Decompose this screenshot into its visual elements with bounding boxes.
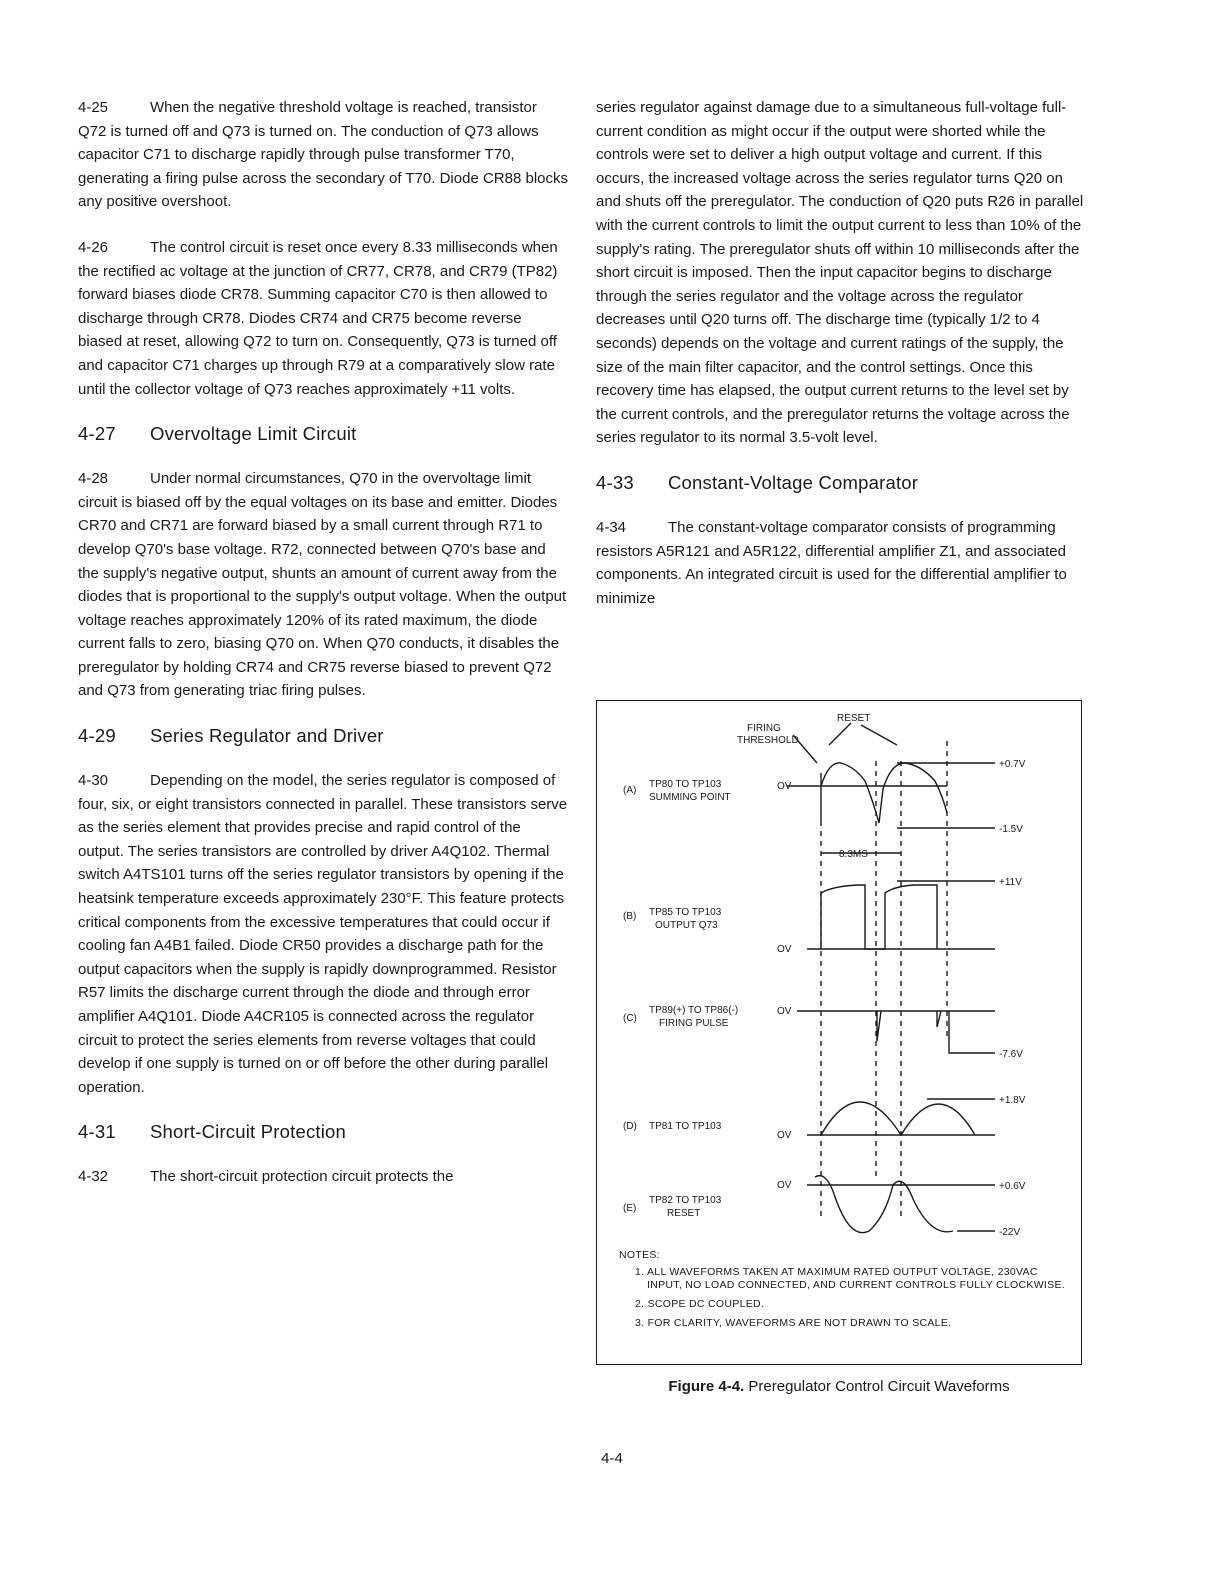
paragraph-4-28 <box>78 467 568 703</box>
section-title: Overvoltage Limit Circuit <box>150 423 357 445</box>
paragraph-text: The short-circuit protection circuit protects the <box>150 1168 454 1186</box>
period-label: 8.3MS <box>839 849 868 860</box>
waveform-c-trace <box>877 1011 995 1053</box>
notes-heading: NOTES: <box>619 1249 660 1261</box>
section-heading-4-29 <box>78 725 568 747</box>
note-1: 1. ALL WAVEFORMS TAKEN AT MAXIMUM RATED OUTPUT VOLTAGE, 230VAC INPUT, NO LOAD CONNECTED, AND CURRENT CONTROLS FULLY CLOCKWISE. <box>635 1266 1065 1291</box>
waveform-a-id: (A) <box>623 785 637 796</box>
section-number: 4-29 <box>78 725 116 747</box>
reset-label: RESET <box>837 713 871 724</box>
page-number: 4-4 <box>601 1450 623 1467</box>
waveform-b-ov: OV <box>777 944 792 955</box>
paragraph-text: The control circuit is reset once every 8.33 milliseconds when the rectified ac voltage at the junction of CR77, CR78, and CR79 (TP82) forward biases diode CR78. Summing capacitor C70 is then allowed to discharge through CR78. Diodes CR74 and CR75 become reverse biased at reset, allowing Q72 to turn on. Consequently, Q73 is turned off and capacitor C71 charges up through R79 at a comparatively slow rate until the collector voltage of Q73 reaches approximately +11 volts. <box>78 238 558 398</box>
paragraph-text: Depending on the model, the series regulator is composed of four, six, or eight transistors connected in parallel. These transistors serve as the series element that provides precise and rapid control of the output. The series transistors are controlled by driver A4Q102. Thermal switch A4TS101 turns off the series regulator transistors by opening if the heatsink temperature exceeds approximately 230°F. This feature protects critical components from the excessive temperatures that could occur if cooling fan A4B1 failed. Diode CR50 provides a discharge path for the output capacitors when the supply is rapidly downprogrammed. Resistor R57 limits the discharge current through the diode and through error amplifier A4Q101. Diode A4CR105 is connected across the regulator circuit to protect the series elements from reverse voltages that could develop if one supply is turned on or off before the other during parallel operation. <box>78 772 568 1096</box>
waveform-d-ov: OV <box>777 1130 792 1141</box>
paragraph-text: The constant-voltage comparator consists of programming resistors A5R121 and A5R122, differential amplifier Z1, and associated components. An integrated circuit is used for the differential amplifier to minimize <box>596 518 1067 607</box>
waveform-c-title: TP89(+) TO TP86(-) <box>649 1005 739 1016</box>
paragraph-text: When the negative threshold voltage is reached, transistor Q72 is turned off and Q73 is turned on. The conduction of Q73 allows capacitor C71 to discharge rapidly through pulse transformer T70, generating a firing pulse across the secondary of T70. Diode CR88 blocks any positive overshoot. <box>78 99 568 211</box>
threshold-label: THRESHOLD <box>737 735 799 746</box>
waveform-c-subtitle: FIRING PULSE <box>659 1018 729 1029</box>
section-number: 4-33 <box>596 471 634 493</box>
waveform-d-id: (D) <box>623 1121 637 1132</box>
waveform-b-high: +11V <box>999 877 1022 888</box>
waveform-b-trace <box>821 885 937 949</box>
waveform-a-ov: OV <box>777 781 792 792</box>
paragraph-number: 4-34 <box>596 518 627 536</box>
paragraph-4-30 <box>78 769 568 1099</box>
figure-number: Figure 4-4. <box>668 1378 745 1395</box>
right-column <box>596 96 1086 632</box>
section-heading-4-27 <box>78 423 568 445</box>
paragraph-number: 4-25 <box>78 99 109 116</box>
reset-arrow-left <box>829 723 851 745</box>
waveform-a-trace <box>821 763 947 823</box>
firing-label: FIRING <box>747 723 781 734</box>
figure-notes <box>619 1249 1069 1336</box>
note-3: 3. FOR CLARITY, WAVEFORMS ARE NOT DRAWN TO SCALE. <box>635 1317 952 1329</box>
waveform-a-low: -1.5V <box>999 824 1023 835</box>
paragraph-4-25 <box>78 96 568 214</box>
waveform-e-subtitle: RESET <box>667 1208 701 1219</box>
waveform-d-trace <box>821 1102 975 1135</box>
section-title: Short-Circuit Protection <box>150 1121 347 1143</box>
section-number: 4-27 <box>78 423 116 445</box>
reset-arrow-right <box>861 725 897 745</box>
paragraph-number: 4-32 <box>78 1168 109 1186</box>
waveform-e-low: -22V <box>999 1227 1021 1238</box>
waveform-a-title: TP80 TO TP103 <box>649 779 722 790</box>
waveform-e-id: (E) <box>623 1203 637 1214</box>
waveform-d-high: +1.8V <box>999 1095 1026 1106</box>
waveform-e-trace <box>815 1176 953 1233</box>
waveform-c-low: -7.6V <box>999 1049 1023 1060</box>
waveform-e-title: TP82 TO TP103 <box>649 1195 722 1206</box>
waveform-c-id: (C) <box>623 1013 637 1024</box>
paragraph-text: series regulator against damage due to a simultaneous full-voltage full-current condition as might occur if the output were shorted while the controls were set to deliver a high output voltage and current. If this occurs, the increased voltage across the series regulator turns Q20 on and shuts off the preregulator. The conduction of Q20 puts R26 in parallel with the current controls to limit the output current to less than 10% of the supply's rating. The preregulator shuts off within 10 milliseconds after the short circuit is imposed. Then the input capacitor begins to discharge through the series regulator and the voltage across the regulator decreases until Q20 turns off. The discharge time (typically 1/2 to 4 seconds) depends on the voltage and current ratings of the supply, the size of the main filter capacitor, and the control settings. Once this recovery time has elapsed, the output current returns to the level set by the current controls, and the preregulator returns the voltage across the series regulator to its normal 3.5-volt level. <box>596 99 1084 447</box>
figure-title: Preregulator Control Circuit Waveforms <box>748 1378 1010 1395</box>
section-number: 4-31 <box>78 1121 116 1143</box>
paragraph-4-26 <box>78 236 568 401</box>
paragraph-4-32 <box>78 1165 568 1189</box>
waveform-e-high: +0.6V <box>999 1181 1026 1192</box>
waveform-figure <box>596 700 1082 1365</box>
section-heading-4-33 <box>596 472 1086 494</box>
waveform-a-high: +0.7V <box>999 759 1026 770</box>
waveform-a-subtitle: SUMMING POINT <box>649 792 731 803</box>
section-heading-4-31 <box>78 1121 568 1143</box>
note-2: 2. SCOPE DC COUPLED. <box>635 1298 765 1310</box>
waveform-b-title: TP85 TO TP103 <box>649 907 722 918</box>
waveform-c-ov: OV <box>777 1006 792 1017</box>
waveform-diagram <box>597 701 1081 1241</box>
section-title: Constant-Voltage Comparator <box>668 471 919 493</box>
paragraph-text: Under normal circumstances, Q70 in the overvoltage limit circuit is biased off by the equal voltages on its base and emitter. Diodes CR70 and CR71 are forward biased by a small current through R71 to develop Q70's base voltage. R72, connected between Q70's base and the supply's negative output, shunts an amount of current away from the diodes that is proportional to the supply's output voltage. When the output voltage reaches approximately 120% of its rated maximum, the diode current falls to zero, biasing Q70 on. When Q70 conducts, it disables the preregulator by holding CR74 and CR75 reverse biased to prevent Q72 and Q73 from generating triac firing pulses. <box>78 470 567 700</box>
left-column <box>78 96 568 1211</box>
waveform-d-title: TP81 TO TP103 <box>649 1121 722 1132</box>
paragraph-number: 4-26 <box>78 238 109 256</box>
paragraph-number: 4-30 <box>78 772 109 790</box>
waveform-b-id: (B) <box>623 911 637 922</box>
waveform-b-subtitle: OUTPUT Q73 <box>655 920 718 931</box>
paragraph-number: 4-28 <box>78 470 109 488</box>
figure-caption <box>596 1378 1082 1395</box>
section-title: Series Regulator and Driver <box>150 725 384 747</box>
paragraph-4-34 <box>596 516 1086 610</box>
waveform-e-ov: OV <box>777 1180 792 1191</box>
paragraph-4-32-continued <box>596 96 1086 450</box>
